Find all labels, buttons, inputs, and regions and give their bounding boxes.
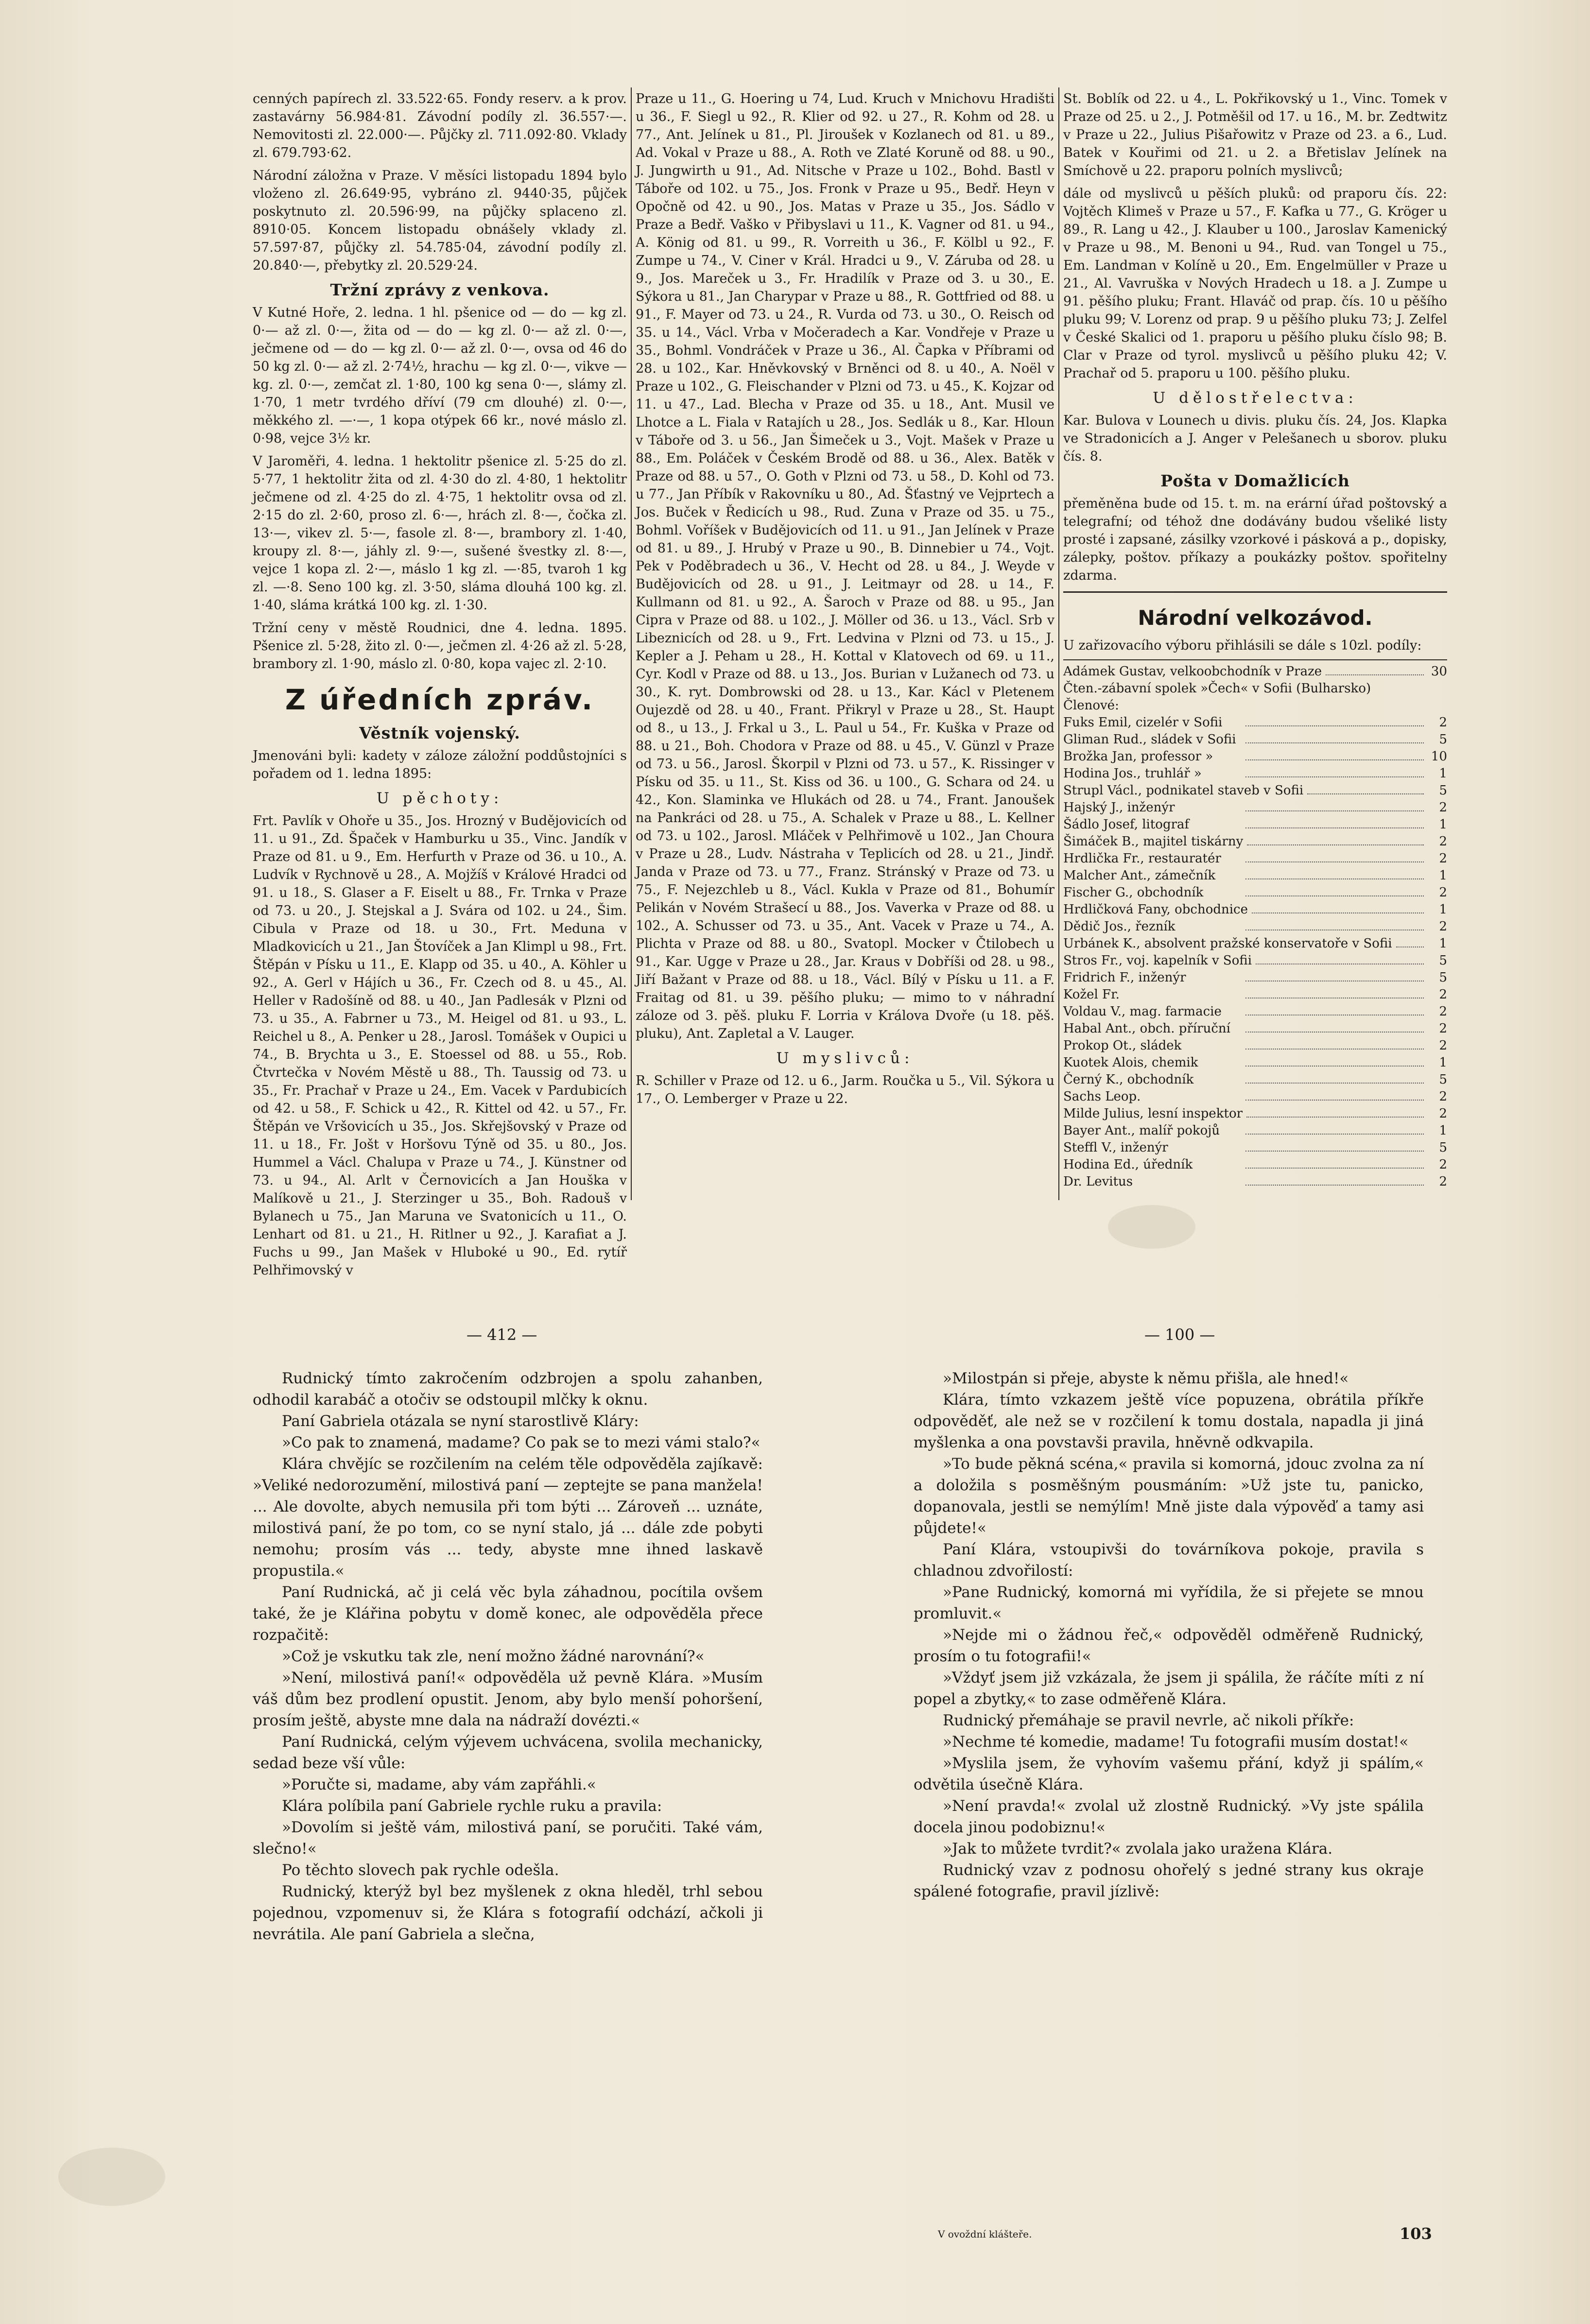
donor-amount: 2 xyxy=(1439,834,1447,849)
donor-row xyxy=(1063,714,1447,731)
paper-stain xyxy=(1108,1205,1195,1249)
donor-amount: 2 xyxy=(1439,1038,1447,1053)
column-1 xyxy=(253,90,627,1278)
story-paragraph: Rudnický tímto zakročením odzbrojen a spolu zahanben, odhodil karabáč a otočiv se odstoupil mlčky k oknu. xyxy=(253,1370,763,1409)
donor-amount: 2 xyxy=(1439,1089,1447,1104)
leader-dots xyxy=(1245,918,1424,930)
donor-name: Fischer G., obchodník xyxy=(1063,885,1204,900)
paragraph: Národní záložna v Praze. V měsíci listopadu 1894 bylo vloženo zl. 26.649·95, vybráno zl. 9440·35, půjček poskytnuto zl. 20.596·99, na půjčky splaceno zl. 8910·05. Koncem listopadu obnášely vklady zl. 57.597·87, půjčky zl. 54.785·04, závodní podíly zl. 20.840·—, přebytky zl. 20.529·24. xyxy=(253,168,627,273)
donor-name: Steffl V., inženýr xyxy=(1063,1140,1168,1155)
story-paragraph: »Milostpán si přeje, abyste k němu přišla, ale hned!« xyxy=(943,1370,1349,1387)
donor-row xyxy=(1063,731,1447,748)
story-right-column xyxy=(914,1368,1424,2223)
paragraph: V Jaroměři, 4. ledna. 1 hektolitr pšenice zl. 5·25 do zl. 5·77, 1 hektolitr žita od zl. 4·30 do zl. 4·80, 1 hektolitr ječmene od zl. 4·25 do zl. 4·75, 1 hektolitr ovsa od zl. 2·15 do zl. 2·60, proso zl. 6·—, hrách zl. 8·—, čočka zl. 13·—, vikev zl. 5·—, fasole zl. 8·—, brambory zl. 1·40, kroupy zl. 8·—, jáhly zl. 9·—, sušené švestky zl. 8·—, vejce 1 kopa zl. 2·—, máslo 1 kg zl. —·85, tvaroh 1 kg zl. —·8. Seno 100 kg. zl. 3·50, sláma dlouhá 100 kg. zl. 1·40, sláma krátká 100 kg. zl. 1·30. xyxy=(253,454,627,613)
leader-dots xyxy=(1326,663,1424,675)
donor-amount: 1 xyxy=(1439,902,1447,917)
donor-row xyxy=(1063,1071,1447,1088)
leader-dots xyxy=(1245,867,1424,879)
leader-dots xyxy=(1245,765,1424,777)
leader-dots xyxy=(1245,1003,1424,1016)
donor-name: Voldau V., mag. farmacie xyxy=(1063,1004,1222,1019)
page-number-left: — 412 — xyxy=(467,1326,537,1344)
donor-row xyxy=(1063,1156,1447,1173)
box-rule xyxy=(1063,659,1447,660)
footer-page-number: 103 xyxy=(1400,2224,1432,2243)
leader-dots xyxy=(1245,1173,1424,1186)
story-paragraph: »Vždyť jsem již vzkázala, že jsem ji spálila, že ráčíte míti z ní popel a zbytky,« to zase odměřeně Klára. xyxy=(914,1669,1424,1708)
leader-dots xyxy=(1245,1020,1424,1033)
donor-name: Fuks Emil, cizelér v Sofii xyxy=(1063,715,1223,730)
leader-dots xyxy=(1245,1054,1424,1067)
donor-name: Sachs Leop. xyxy=(1063,1089,1141,1104)
donor-name: Členové: xyxy=(1063,698,1119,713)
leader-dots xyxy=(1246,1105,1424,1118)
leader-dots xyxy=(1256,952,1424,964)
paragraph: přeměněna bude od 15. t. m. na erární úřad poštovský a telegrafní; od téhož dne dodávány budou všeliké listy prosté i zapsané, zásilky vzorkové i pásková a p., dopisky, zálepky, poštov. příkazy a poukázky poštov. spořitelny zdarma. xyxy=(1063,496,1447,583)
donor-row xyxy=(1063,799,1447,816)
donor-amount: 2 xyxy=(1439,1157,1447,1172)
subsection-heading: U pěchoty: xyxy=(376,790,503,807)
donor-row xyxy=(1063,1173,1447,1190)
donor-row xyxy=(1063,1037,1447,1054)
section-heading: Z úředních zpráv. xyxy=(285,683,595,716)
donor-amount: 1 xyxy=(1439,868,1447,883)
donor-row xyxy=(1063,986,1447,1003)
story-paragraph: Po těchto slovech pak rychle odešla. xyxy=(282,1861,559,1879)
column-3 xyxy=(1063,90,1447,1198)
donor-name: Habal Ant., obch. příruční xyxy=(1063,1021,1230,1036)
donor-row xyxy=(1063,935,1447,952)
donor-name: Hajský J., inženýr xyxy=(1063,800,1175,815)
leader-dots xyxy=(1245,884,1424,896)
story-paragraph: »Myslila jsem, že vyhovím vašemu přání, když ji spálím,« odvětila úsečně Klára. xyxy=(914,1755,1424,1793)
paragraph: Jmenováni byli: kadety v záloze záložní poddůstojníci s pořadem od 1. ledna 1895: xyxy=(253,748,627,781)
donor-amount: 2 xyxy=(1439,919,1447,934)
donor-amount: 1 xyxy=(1439,766,1447,781)
donor-name: Kožel Fr. xyxy=(1063,987,1120,1002)
story-paragraph: »Není, milostivá paní!« odpověděla už pevně Klára. »Musím váš dům bez prodlení opustit. Jenom, aby bylo menší pohoršení, prosím ještě, abyste mne dala na nádraží dovézti.« xyxy=(253,1669,763,1729)
paragraph: R. Schiller v Praze od 12. u 6., Jarm. Roučka u 5., Vil. Sýkora u 17., O. Lemberger v Praze u 22. xyxy=(636,1073,1054,1106)
story-paragraph: Klára, tímto vzkazem ještě více popuzena, obrátila příkře odpověděť, ale než se v rozčilení k tomu dostala, napadla ji jiná myšlenka a ona povstavši pravila, hněvně odkvapila. xyxy=(914,1391,1424,1451)
donor-row xyxy=(1063,918,1447,935)
leader-dots xyxy=(1245,731,1424,743)
donor-name: Černý K., obchodník xyxy=(1063,1072,1194,1087)
subsection-heading: U myslivců: xyxy=(776,1050,914,1067)
donor-amount: 5 xyxy=(1439,953,1447,968)
donor-amount: 5 xyxy=(1439,970,1447,985)
donor-row xyxy=(1063,969,1447,986)
story-paragraph: Klára chvějíc se rozčilením na celém těle odpověděla zajíkavě: »Veliké nedorozumění, milostivá paní — zeptejte se pana manžela! ... Ale dovolte, abych nemusila při tom býti ... Zároveň ... uznáte, milostivá paní, že po tom, co se nyní stalo, já ... dále zde pobyti nemohu; prosím vás ... tedy, abyste mne ihned laskavě propustila.« xyxy=(253,1455,763,1580)
paragraph: Praze u 11., G. Hoering u 74, Lud. Kruch v Mnichovu Hradišti u 36., F. Siegl u 92., R. Klier od 92. u 27., R. Kohm od 28. u 77., Ant. Jelínek u 81., Pl. Jiroušek v Kozlanech od 81. u 89., Ad. Vokal v Praze u 88., A. Roth ve Zlaté Koruně od 88. u 90., J. Jungwirth u 91., Ad. Nitsche v Praze u 102., Bohd. Bastl v Táboře od 102. u 75., Jos. Fronk v Praze u 95., Bedř. Heyn v Opočně od 42. u 90., Jos. Matas v Praze u 35., Jos. Sádlo v Praze a Bedř. Vaško v Přibyslavi u 11., K. Vagner od 81. u 94., A. König od 81. u 99., R. Vorreith u 36., F. Kölbl u 92., F. Zumpe u 74., V. Ciner v Král. Hradci u 9., V. Záruba od 28. u 9., Jos. Mareček u 3., Fr. Hradilík v Praze od 3. u 30., E. Sýkora u 81., Jan Charypar v Praze u 88., R. Gottfried od 88. u 91., F. Mayer od 73. u 24., R. Vurda od 73. u 30., O. Reisch od 35. u 14., Václ. Vrba v Močeradech a Kar. Vondřeje v Praze u 35., Bohml. Vondráček v Praze u 36., Al. Čapka v Příbrami od 28. u 102., Kar. Hněvkovský v Brněnci od 8. u 40., A. Noël v Praze u 102., G. Fleischander v Plzni od 73. u 45., K. Kojzar od 11. u 47., Lad. Blecha v Praze od 35. u 18., Ant. Musil ve Lhotce a L. Fiala v Ratajích u 28., Jos. Sedlák u 8., Kar. Hloun v Táboře od 3. u 56., Jan Šimeček u 3., Vojt. Mašek v Praze u 88., Em. Poláček v Českém Brodě od 88. u 36., Alex. Batěk v Praze od 88. u 57., O. Goth v Plzni od 73. u 58., D. Kohl od 73. u 77., Jan Příbík v Rakovníku u 80., Ad. Šťastný ve Vejprtech a Jos. Buček v Ředicích u 98., Rud. Zuna v Praze od 35. u 75., Bohml. Voříšek v Budějovicích od 11. u 91., Jan Jelínek v Praze od 81. u 89., J. Hrubý v Praze u 90., B. Dinnebier u 74., Vojt. Pek v Poděbradech u 36., V. Hecht od 28. u 84., J. Weyde v Budějovicích od 28. u 91., J. Leitmayr od 28. u 14., F. Kullmann od 81. u 92., A. Šaroch v Praze od 88. u 95., Jan Cipra v Praze od 88. u 102., J. Möller od 36. u 13., Václ. Srb v Libeznicích od 28. u 9., Frt. Ledvina v Plzni od 73. u 15., J. Kepler a J. Peham u 28., H. Kottal v Klatovech od 69. u 11., Cyr. Kodl v Praze od 88. u 13., Jos. Burian v Lužanech od 73. u 30., K. ryt. Dombrowski od 28. u 13., Kar. Kácl v Pletenem Oujezdě od 28. u 40., Frant. Přikryl v Praze u 28., St. Haupt od 8., u 13., J. Frkal u 3., L. Paul u 54., Fr. Kuška v Praze od 88. u 21., Boh. Chodora v Praze od 88. u 45., V. Günzl v Praze od 73. u 56., Jarosl. Škorpil v Plzni od 73. u 57., K. Rissinger v Písku od 35. u 11., St. Kiss od 36. u 100., G. Schara od 24. u 42., Kon. Slaminka ve Hlukách od 28. u 74., Frant. Janoušek na Pankráci od 28. u 75., A. Schalek v Praze u 88., L. Kellner od 73. u 102., Jarosl. Mláček v Pelhřimově u 102., Jan Choura v Praze u 28., Ludv. Nástraha v Teplicích od 28. u 21., Jindř. Janda v Praze od 73. u 77., Franz. Stránský v Praze od 73. u 75., F. Nejezchleb u 8., Václ. Kukla v Praze od 81., Bohumír Pelikán v Novém Strašecí u 88., Jos. Vaverka v Praze od 88. u 102., A. Schusser od 73. u 35., Ant. Vacek v Praze u 74., A. Plichta v Praze od 88. u 80., Svatopl. Mocker v Čtilobech u 91., Kar. Ugge v Praze u 28., Jar. Kraus v Dobříši od 28. u 98., Jiří Bažant v Praze od 88. u 18., Václ. Bílý v Písku u 11. a F. Fraitag od 81. u 39. pěšího pluku; — mimo to v náhradní záloze od 3. pěš. pluku F. Lorria v Králova Dvoře (u 18. pěš. pluku), Ant. Zapletal a V. Lauger. xyxy=(636,91,1054,1041)
donor-amount: 5 xyxy=(1439,732,1447,747)
box-title: Národní velkozávod. xyxy=(1138,606,1373,630)
donor-name: Čten.-zábavní spolek »Čech« v Sofii (Bulharsko) xyxy=(1063,681,1371,696)
paragraph: St. Boblík od 22. u 4., L. Pokřikovský u 1., Vinc. Tomek v Praze od 25. u 2., J. Potměšil od 17. u 16., M. br. Zedtwitz v Praze u 22., Julius Pišařowitz v Praze od 23. a 6., Lud. Batek v Kouřimi od 21. u 2. a Břetislav Jelínek na Smíchově u 22. praporu polních myslivců; xyxy=(1063,91,1447,178)
box-intro: U zařizovacího výboru přihlásili se dále s 10zl. podíly: xyxy=(1063,638,1422,653)
story-paragraph: »Nejde mi o žádnou řeč,« odpověděl odměřeně Rudnický, prosím o tu fotografii!« xyxy=(914,1626,1424,1665)
donor-amount: 2 xyxy=(1439,715,1447,730)
donor-name: Kuotek Alois, chemik xyxy=(1063,1055,1198,1070)
leader-dots xyxy=(1245,799,1424,811)
donor-name: Prokop Ot., sládek xyxy=(1063,1038,1182,1053)
donor-row xyxy=(1063,663,1447,680)
story-paragraph: »Nechme té komedie, madame! Tu fotografii musím dostat!« xyxy=(943,1733,1409,1751)
box-rule xyxy=(1063,591,1447,593)
story-paragraph: Klára políbila paní Gabriele rychle ruku a pravila: xyxy=(282,1797,662,1815)
leader-dots xyxy=(1307,782,1424,794)
donor-amount: 1 xyxy=(1439,817,1447,832)
paragraph: V Kutné Hoře, 2. ledna. 1 hl. pšenice od — do — kg zl. 0·— až zl. 0·—, žita od — do — kg zl. 0·— až zl. 0·—, ječmene od — do — kg zl. 0·— až zl. 0·—, ovsa od 46 do 50 kg zl. 0·— až zl. 2·74½, hrachu — kg zl. 0·—, vikve — kg. zl. 0·—, zemčat zl. 1·80, 100 kg sena 0·—, slámy zl. 1·70, 1 metr tvrdého dříví (79 cm dlouhé) zl. 0·—, měkkého zl. —·—, 1 kopa otýpek 66 kr., nové máslo zl. 0·98, vejce 3½ kr. xyxy=(253,305,627,446)
donor-row xyxy=(1063,1105,1447,1122)
donor-amount: 2 xyxy=(1439,987,1447,1002)
donor-row xyxy=(1063,901,1447,918)
donor-amount: 2 xyxy=(1439,885,1447,900)
story-paragraph: Paní Rudnická, celým výjevem uchvácena, svolila mechanicky, sedad beze vší vůle: xyxy=(253,1733,763,1772)
donor-name: Hodina Ed., úředník xyxy=(1063,1157,1193,1172)
section-heading: Tržní zprávy z venkova. xyxy=(330,280,550,299)
story-left-column xyxy=(253,1368,763,2223)
paragraph: dále od myslivců u pěších pluků: od praporu čís. 22: Vojtěch Klimeš v Praze u 57., F. Kafka u 77., G. Kröger u 89., R. Lang u 42., J. Klauber u 100., Jaroslav Kamenický v Praze u 98., M. Benoni u 94., Rud. van Tongel u 75., Em. Landman v Kolíně u 20., Em. Engelmüller v Praze u 21., Al. Vavruška v Nových Hradech u 18. a J. Zumpe u 91. pěšího pluku; Frant. Hlaváč od prap. čís. 10 u pěšího pluku 99; V. Lorenz od prap. 9 u pěšího pluku 73; J. Zelfel v České Skalici od 1. praporu u pěšího pluku číslo 98; B. Clar v Praze od tyrol. myslivců u pěšího pluku 42; V. Prachař od 5. praporu u 100. pěšího pluku. xyxy=(1063,186,1447,381)
donor-row xyxy=(1063,833,1447,850)
donor-name: Malcher Ant., zámečník xyxy=(1063,868,1216,883)
donor-name: Urbánek K., absolvent pražské konservatoře v Sofii xyxy=(1063,936,1392,951)
donor-row xyxy=(1063,816,1447,833)
leader-dots xyxy=(1245,1071,1424,1084)
donor-name: Milde Julius, lesní inspektor xyxy=(1063,1106,1243,1121)
leader-dots xyxy=(1245,986,1424,998)
donor-name: Strupl Václ., podnikatel staveb v Sofii xyxy=(1063,783,1304,798)
donor-row xyxy=(1063,952,1447,969)
donor-row xyxy=(1063,680,1447,697)
donor-amount: 5 xyxy=(1439,783,1447,798)
donor-row xyxy=(1063,1139,1447,1156)
story-paragraph: Paní Klára, vstoupivši do továrníkova pokoje, pravila s chladnou zdvořilostí: xyxy=(914,1541,1424,1580)
leader-dots xyxy=(1252,901,1424,913)
donor-amount: 2 xyxy=(1439,851,1447,866)
donor-row xyxy=(1063,1088,1447,1105)
story-paragraph: »Což je vskutku tak zle, není možno žádné narovnání?« xyxy=(282,1648,705,1665)
leader-dots xyxy=(1245,816,1424,828)
leader-dots xyxy=(1245,1139,1424,1152)
donor-amount: 5 xyxy=(1439,1072,1447,1087)
donor-amount xyxy=(1428,697,1447,714)
section-heading: Pošta v Domažlicích xyxy=(1160,471,1350,490)
subsection-heading: Věstník vojenský. xyxy=(359,723,520,742)
subsection-heading: U dělostřelectva: xyxy=(1153,389,1358,407)
story-paragraph: Rudnický přemáhaje se pravil nevrle, ač nikoli příkře: xyxy=(943,1712,1354,1729)
story-paragraph: Paní Gabriela otázala se nyní starostlivě Kláry: xyxy=(282,1412,639,1430)
donor-row xyxy=(1063,782,1447,799)
story-paragraph: »To bude pěkná scéna,« pravila si komorná, jdouc zvolna za ní a doložila s posměšným pousmáním: »Už jste tu, panicko, dopanovala, jestli se nemýlím! Mně jiste dala výpověď a tamy asi půjdete!« xyxy=(914,1455,1424,1537)
donor-row xyxy=(1063,1054,1447,1071)
story-paragraph: Paní Rudnická, ač ji celá věc byla záhadnou, pocítila ovšem také, že je Klářina pobytu v domě konec, ale odpověděla přece rozpačitě: xyxy=(253,1584,763,1644)
donor-amount: 1 xyxy=(1439,1055,1447,1070)
donor-row xyxy=(1063,1122,1447,1139)
story-paragraph: »Co pak to znamená, madame? Co pak se to mezi vámi stalo?« xyxy=(282,1434,760,1451)
paragraph: Tržní ceny v městě Roudnici, dne 4. ledna. 1895. Pšenice zl. 5·28, žito zl. 0·—, ječmen zl. 4·26 až zl. 5·28, brambory zl. 1·90, máslo zl. 0·80, kopa vajec zl. 2·10. xyxy=(253,620,627,671)
donor-row xyxy=(1063,867,1447,884)
donor-row xyxy=(1063,850,1447,867)
footer-note: V ovoždní klášteře. xyxy=(938,2228,1032,2240)
leader-dots xyxy=(1245,1156,1424,1169)
donor-name: Adámek Gustav, velkoobchodník v Praze xyxy=(1063,664,1322,679)
donor-name: Šádlo Josef, litograf xyxy=(1063,817,1190,832)
story-paragraph: »Pane Rudnický, komorná mi vyřídila, že si přejete se mnou promluvit.« xyxy=(914,1584,1424,1622)
column-rule xyxy=(1058,87,1059,1200)
donor-name: Stros Fr., voj. kapelník v Sofii xyxy=(1063,953,1252,968)
donor-amount: 1 xyxy=(1439,1123,1447,1138)
story-paragraph: »Není pravda!« zvolal už zlostně Rudnický. »Vy jste spálila docela jinou podobiznu!« xyxy=(914,1797,1424,1836)
donor-amount: 2 xyxy=(1439,1106,1447,1121)
story-paragraph: »Poručte si, madame, aby vám zapřáhli.« xyxy=(282,1776,596,1793)
paragraph: Kar. Bulova v Lounech u divis. pluku čís. 24, Jos. Klapka ve Stradonicích a J. Anger v Pelešanech u sborov. pluku čís. 8. xyxy=(1063,413,1447,464)
donor-row xyxy=(1063,1020,1447,1037)
donor-row xyxy=(1063,697,1447,714)
paragraph: cenných papírech zl. 33.522·65. Fondy reserv. a k prov. zastavárny 56.984·81. Závodní podíly zl. 36.557·—. Nemovitosti zl. 22.000·—. Půjčky zl. 711.092·80. Vklady zl. 679.793·62. xyxy=(253,91,627,160)
donor-name: Dr. Levitus xyxy=(1063,1174,1133,1189)
paragraph: Frt. Pavlík v Ohoře u 35., Jos. Hrozný v Budějovicích od 11. u 91., Zd. Špaček v Hamburku u 35., Vinc. Jandík v Praze od 81. u 9., Em. Herfurth v Praze od 36. u 10., A. Ludvík v Rychnově u 28., A. Mojžíš v Králové Hradci od 91. u 18., S. Glaser a F. Eiselt u 88., Fr. Trnka v Praze od 73. u 20., J. Stejskal a J. Svára od 102. u 24., Šim. Cibula v Praze od 18. u 30., Frt. Meduna v Mladkovicích u 21., Jan Štovíček a Jan Klimpl u 98., Frt. Štěpán v Písku u 11., E. Klapp od 35. u 40., A. Köhler u 92., A. Gerl v Hájích u 36., Fr. Czech od 8. u 45., Al. Heller v Radošíně od 88. u 40., Jan Padlesák v Plzni od 73. u 35., A. Fabrner u 73., M. Heigel od 81. u 93., L. Reichel u 8., A. Penker u 28., Jarosl. Tomášek v Oupici u 74., B. Brychta u 3., E. Stoessel od 88. u 55., Rob. Čtvrtečka v Novém Městě u 88., Th. Taussig od 73. u 35., Fr. Prachař v Praze u 24., Em. Vacek v Pardubicích od 42. u 58., F. Schick u 42., R. Kittel od 42. u 57., Fr. Štěpán ve Vršovicích u 35., Jos. Skřejšovský v Praze od 11. u 18., Fr. Jošt v Horšovu Týně od 35. u 80., Jos. Hummel a Václ. Chalupa v Praze u 74., J. Künstner od 73. u 94., Al. Arlt v Černovicích a Jan Houška v Malíkově u 21., J. Sterzinger u 35., Boh. Radouš v Bylanech u 75., Jan Maruna ve Svatonicích u 11., O. Lenhart od 81. u 21., H. Ritlner u 92., J. Karafiat a J. Fuchs u 99., Jan Mašek v Hluboké u 90., Ed. rytíř Pelhřimovský v xyxy=(253,813,627,1278)
donor-amount: 2 xyxy=(1439,1004,1447,1019)
story-paragraph: Rudnický vzav z podnosu ohořelý s jedné strany kus okraje spálené fotografie, pravil jízlivě: xyxy=(914,1861,1424,1900)
leader-dots xyxy=(1245,969,1424,981)
donor-name: Hrdlička Fr., restauratér xyxy=(1063,851,1221,866)
leader-dots xyxy=(1245,1088,1424,1101)
leader-dots xyxy=(1247,833,1424,845)
donor-amount: 5 xyxy=(1439,1140,1447,1155)
donor-name: Gliman Rud., sládek v Sofii xyxy=(1063,732,1236,747)
leader-dots xyxy=(1396,935,1424,947)
story-paragraph: »Dovolím si ještě vám, milostivá paní, se poručiti. Také vám, slečno!« xyxy=(253,1819,763,1858)
donor-name: Dědič Jos., řezník xyxy=(1063,919,1175,934)
story-paragraph: Rudnický, kterýž byl bez myšlenek z okna hleděl, trhl sebou pojednou, vzpomenuv si, že Klára s fotografií odchází, ačkoli ji nevrátila. Ale paní Gabriela a slečna, xyxy=(253,1883,763,1943)
donor-name: Hodina Jos., truhlář » xyxy=(1063,766,1202,781)
leader-dots xyxy=(1245,748,1424,760)
donor-row xyxy=(1063,748,1447,765)
paper-stain xyxy=(58,2148,165,2206)
leader-dots xyxy=(1245,1037,1424,1050)
donor-amount: 2 xyxy=(1439,1174,1447,1189)
donor-name: Fridrich F., inženýr xyxy=(1063,970,1186,985)
story-paragraph: »Jak to můžete tvrdit?« zvolala jako uražena Klára. xyxy=(943,1840,1333,1858)
donor-name: Bayer Ant., malíř pokojů xyxy=(1063,1123,1220,1138)
leader-dots xyxy=(1245,1122,1424,1135)
donor-name: Hrdličková Fany, obchodnice xyxy=(1063,902,1248,917)
donor-amount: 1 xyxy=(1439,936,1447,951)
donor-list xyxy=(1063,663,1447,1190)
donor-row xyxy=(1063,765,1447,782)
column-2 xyxy=(636,90,1054,1198)
donor-amount: 30 xyxy=(1431,664,1447,679)
donor-amount xyxy=(1428,680,1447,697)
leader-dots xyxy=(1245,714,1424,726)
donor-name: Brožka Jan, professor » xyxy=(1063,749,1213,764)
page-number-right: — 100 — xyxy=(1144,1326,1215,1344)
donor-amount: 2 xyxy=(1439,1021,1447,1036)
column-rule xyxy=(631,87,632,1200)
donor-amount: 10 xyxy=(1431,749,1447,764)
donor-amount: 2 xyxy=(1439,800,1447,815)
donor-row xyxy=(1063,1003,1447,1020)
donor-row xyxy=(1063,884,1447,901)
leader-dots xyxy=(1245,850,1424,862)
donor-name: Šimáček B., majitel tiskárny xyxy=(1063,834,1244,849)
